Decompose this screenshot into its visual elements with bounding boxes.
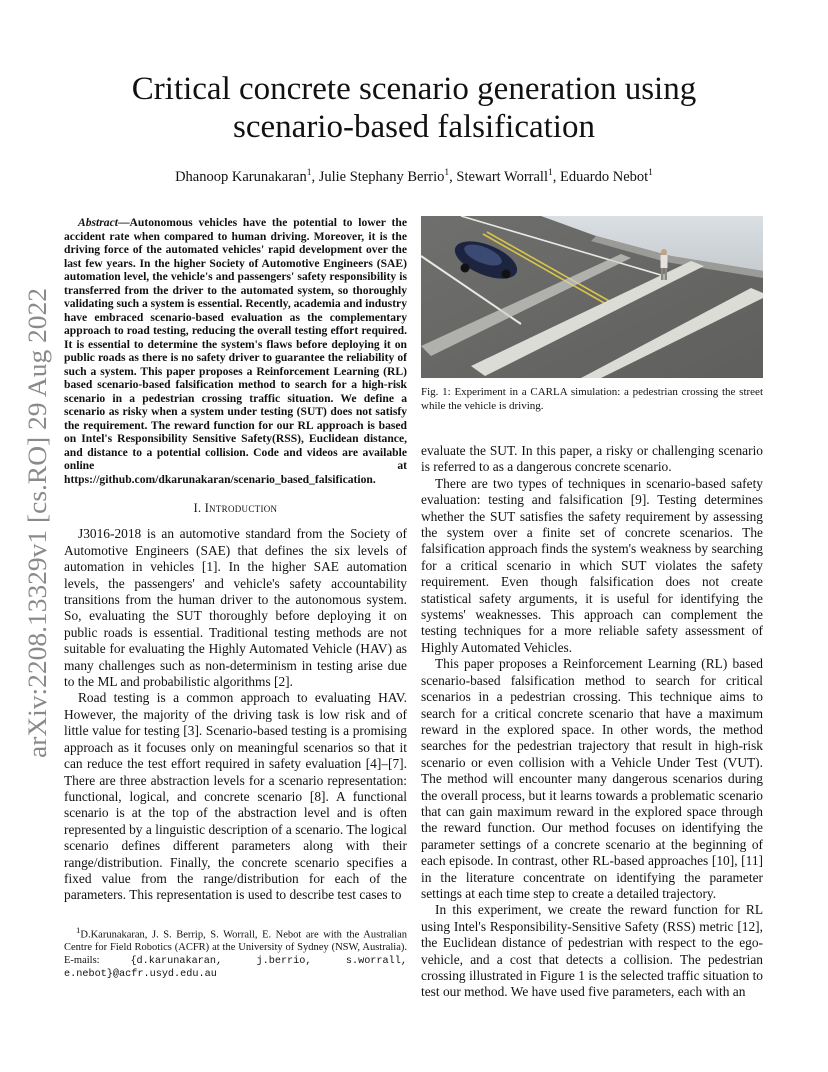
author: Julie Stephany Berrio$^1$ — [318, 168, 450, 185]
paragraph: There are two types of techniques in scenario-based safety evaluation: testing and falsification [9]. Testing determines whether the SUT satisfies the safety requirement by assessing the system over a finite set of concrete scenarios. The falsification approach finds the system's weakness by searching for a critical scenario in which SUT violates the safety requirement. Even though falsification does not create statistical safety arguments, it is useful for identifying the systems' weaknesses. This approach can complement the testing techniques for a more reliable safety assessment of Highly Automated Vehicles. — [421, 475, 763, 655]
author: Stewart Worrall$^1$ — [456, 168, 553, 185]
paragraph: Road testing is a common approach to evaluating HAV. However, the majority of the driving task is low risk and of little value for testing [3]. Scenario-based testing is a promising approach as it focuses only on meaningful scenarios so that it can reduce the test effort required in safety evaluation [4]–[7]. There are three abstraction levels for a scenario representation: functional, logical, and concrete scenario [8]. A functional scenario is at the top of the abstraction level and is often represented by a linguistic description of a scenario. The logical scenario defines different parameters along with their range/distribution. Finally, the concrete scenario specifies a fixed value from the range/distribution for each of the parameters. This representation is used to describe test cases to — [64, 690, 407, 903]
abstract — [64, 216, 407, 486]
author: Eduardo Nebot$^1$ — [559, 168, 653, 185]
title-line-1: Critical concrete scenario generation using — [131, 71, 697, 107]
footnote-emails: {d.karunakaran, j.berrio, s.worrall, e.nebot}@acfr.usyd.edu.au — [64, 955, 407, 981]
author-list: Dhanoop Karunakaran$^1$, Julie Stephany Berrio$^1$, Stewart Worrall$^1$, Eduardo Nebot$^1$ — [175, 168, 653, 185]
section-heading: I. Introduction — [193, 501, 278, 515]
paragraph: evaluate the SUT. In this paper, a risky or challenging scenario is referred to as a dangerous concrete scenario. — [421, 443, 763, 475]
abstract-text: —Autonomous vehicles have the potential to lower the accident rate when compared to human driving. Moreover, it is the driving force of the automated vehicles' rapid development over the last few years. In the higher Society of Automotive Engineers (SAE) automation level, the vehicle's and passengers' safety responsibility is transferred from the driver to the automated system, so thoroughly validating such a system is essential. Recently, academia and industry have embraced scenario-based evaluation as the complementary approach to road testing, reducing the overall testing effort required. It is essential to determine the system's flaws before deploying it on public roads as there is no safety driver to guarantee the reliability of such a system. This paper proposes a Reinforcement Learning (RL) based scenario-based falsification method to search for a high-risk scenario in a pedestrian crossing traffic situation. We define a scenario as risky when a system under testing (SUT) does not satisfy the requirement. The reward function for our RL approach is based on Intel's Responsibility Sensitive Safety(RSS), Euclidean distance, and distance to a potential collision. Code and videos are available online at https://github.com/dkarunakaran/scenario_based_falsification. — [64, 216, 408, 486]
paragraph: This paper proposes a Reinforcement Learning (RL) based scenario-based falsification method to search for critical scenarios in a pedestrian crossing. This technique aims to search for a critical concrete scenario that have a maximum reward in the explored space. In other words, the method searches for the pedestrian trajectory that result in high-risk scenario or even collision with a Vehicle Under Test (VUT). The method will encounter many dangerous scenarios during the overall process, but it learns towards a problematic scenario that can gain maximum reward in the explored space through the reward function. Our method focuses on identifying the parameter settings of a concrete scenario at the beginning of each episode. In contrast, other RL-based approaches [10], [11] in the literature concentrate on identifying the parameter settings at each time step to create a detailed trajectory. — [421, 656, 763, 901]
figure-carla-simulation — [421, 216, 763, 378]
left-column — [64, 216, 407, 904]
paper-title — [100, 70, 728, 146]
right-column — [421, 443, 763, 1001]
arxiv-identifier: arXiv:2208.13329v1 [cs.RO] 29 Aug 2022 — [22, 304, 52, 758]
footnote-text: D.Karunakaran, J. S. Berrip, S. Worrall, E. Nebot are with the Australian Centre for Field Robotics (ACFR) at the University of Sydney (NSW, Australia). E-mails: — [64, 929, 407, 966]
footnote-mark: 1 — [76, 925, 81, 935]
abstract-label: Abstract — [78, 216, 118, 229]
author: Dhanoop Karunakaran$^1$ — [175, 168, 312, 185]
footnote — [64, 924, 407, 982]
figure-caption: Fig. 1: Experiment in a CARLA simulation: a pedestrian crossing the street while the vehicle is driving. — [421, 386, 763, 412]
paragraph: J3016-2018 is an automotive standard from the Society of Automotive Engineers (SAE) that defines the six levels of automation in vehicles [1]. In the higher SAE automation levels, the passengers' and vehicle's safety accountability transitions from the human driver to the autonomous system. So, evaluating the SUT thoroughly before deploying it on public roads is essential. Traditional testing methods are not suitable for evaluating the Highly Automated Vehicle (HAV) as many challenges such as non-determinism in testing arise due to the ML and probabilistic algorithms [2]. — [64, 526, 407, 690]
paragraph: In this experiment, we create the reward function for RL using Intel's Responsibility-Sensitive Safety (RSS) metric [12], the Euclidean distance of pedestrian with respect to the ego-vehicle, and a cost that detects a collision. The pedestrian crossing illustrated in Figure 1 is the selected traffic situation to test our method. We have used five parameters, each with an — [421, 902, 763, 1000]
title-line-2: scenario-based falsification — [233, 109, 595, 145]
arxiv-stamp — [2, 270, 62, 770]
